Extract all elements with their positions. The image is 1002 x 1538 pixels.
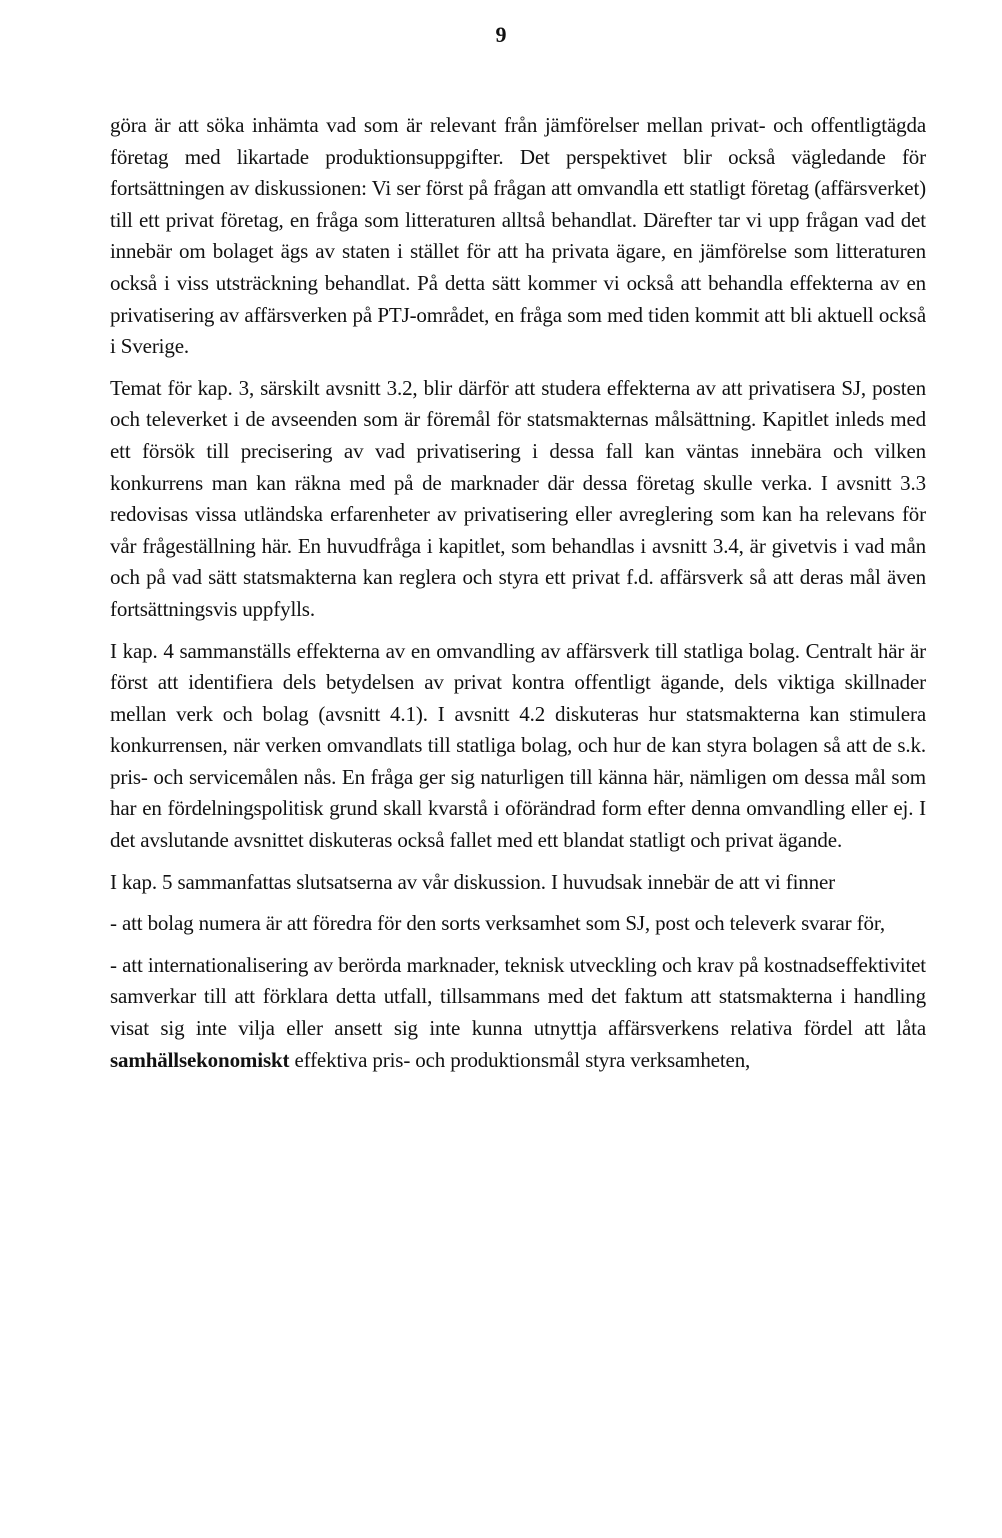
page-number: 9 (495, 22, 507, 47)
bullet-conclusion-2 (110, 950, 926, 1076)
bullet-text-after: effektiva pris- och produktionsmål styra verksamheten, (289, 1047, 751, 1072)
bullet-conclusion-1: - att bolag numera är att föredra för den sorts verksamhet som SJ, post och televerk svarar för, (110, 911, 885, 936)
paragraph-chapter-4: I kap. 4 sammanställs effekterna av en omvandling av affärsverk till statliga bolag. Centralt här är först att identifiera dels betydelsen av privat kontra offentligt ägande, dels viktiga skillnader mellan verk och bolag (avsnitt 4.1). I avsnitt 4.2 diskuteras hur statsmakterna kan stimulera konkurrensen, när verken omvandlats till statliga bolag, och hur de kan styra bolagen så att de s.k. pris- och servicemålen nås. En fråga ger sig naturligen till känna här, nämligen om dessa mål som har en fördelningspolitisk grund skall kvarstå i oförändrad form efter denna omvandling eller ej. I det avslutande avsnittet diskuteras också fallet med ett blandat statligt och privat ägande. (110, 638, 926, 853)
bullet-text-before: - att internationalisering av berörda marknader, teknisk utveckling och krav på kostnadseffektivitet samverkar till att förklara detta utfall, tillsammans med det faktum att statsmakterna i handling visat sig inte vilja eller ansett sig inte kunna utnyttja affärsverkens relativa fördel att låta (110, 952, 926, 1041)
paragraph-chapter-5: I kap. 5 sammanfattas slutsatserna av vår diskussion. I huvudsak innebär de att vi finner (110, 869, 835, 894)
body-text (110, 110, 926, 1086)
bold-term: samhällsekonomiskt (110, 1047, 290, 1072)
paragraph-methodology: göra är att söka inhämta vad som är relevant från jämförelser mellan privat- och offentligtägda företag med likartade produktionsuppgifter. Det perspektivet blir också vägledande för fortsättningen av diskussionen: Vi ser först på frågan att omvandla ett statligt företag (affärsverket) till ett privat företag, en fråga som litteraturen alltså behandlat. Därefter tar vi upp frågan vad det innebär om bolaget ägs av staten i stället för att ha privata ägare, en jämförelse som litteraturen också i viss utsträckning behandlat. På detta sätt kommer vi också att behandla effekterna av en privatisering av affärsverken på PTJ-området, en fråga som med tiden kommit att bli aktuell också i Sverige. (110, 113, 926, 359)
paragraph-chapter-3: Temat för kap. 3, särskilt avsnitt 3.2, blir därför att studera effekterna av att privatisera SJ, posten och televerket i de avseenden som är föremål för statsmakternas målsättning. Kapitlet inleds med ett försök till precisering av vad privatisering i dessa fall kan väntas innebära och vilken konkurrens man kan räkna med på de marknader där dessa företag skulle verka. I avsnitt 3.3 redovisas vissa utländska erfarenheter av privatisering eller avreglering som kan ha relevans för vår frågeställning här. En huvudfråga i kapitlet, som behandlas i avsnitt 3.4, är givetvis i vad mån och på vad sätt statsmakterna kan reglera och styra ett privat f.d. affärsverk så att deras mål även fortsättningsvis uppfylls. (110, 375, 926, 621)
